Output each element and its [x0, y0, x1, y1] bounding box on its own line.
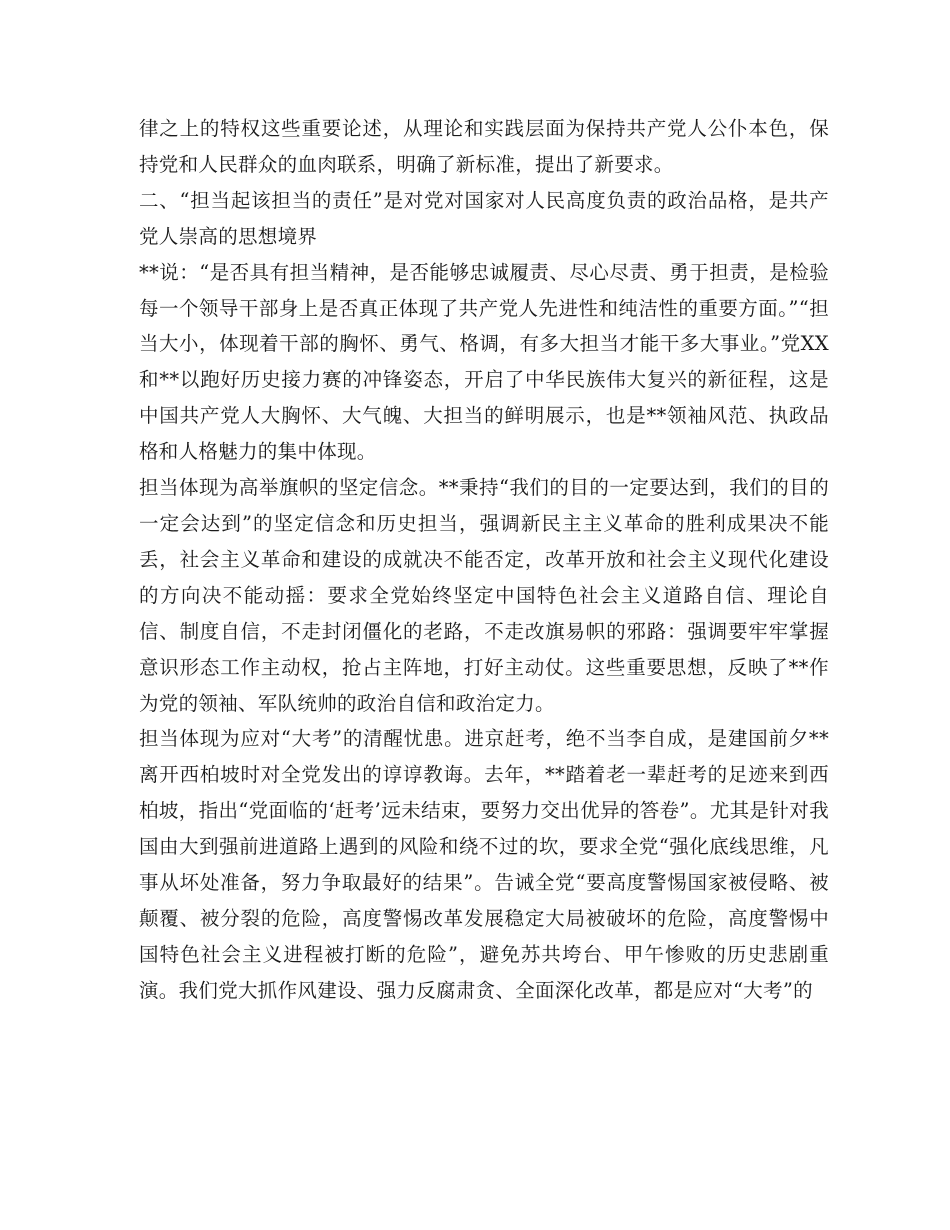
- paragraph-4: 担当体现为应对“大考”的清醒忧患。进京赶考，绝不当李自成，是建国前夕**离开西柏坡时对全党发出的谆谆教诲。去年，**踏着老一辈赶考的足迹来到西柏坡，指出“党面临的‘赶考’远未结束，要努力交出优异的答卷”。尤其是针对我国由大到强前进道路上遇到的风险和绕不过的坎，要求全党“强化底线思维，凡事从坏处准备，努力争取最好的结果”。告诫全党“要高度警惕国家被侵略、被颠覆、被分裂的危险，高度警惕改革发展稳定大局被破坏的危险，高度警惕中国特色社会主义进程被打断的危险”，避免苏共垮台、甲午惨败的历史悲剧重演。我们党大抓作风建设、强力反腐肃贪、全面深化改革，都是应对“大考”的: [139, 727, 829, 1002]
- paragraph-3: 担当体现为高举旗帜的坚定信念。**秉持“我们的目的一定要达到，我们的目的一定会达到”的坚定信念和历史担当，强调新民主主义革命的胜利成果决不能丢，社会主义革命和建设的成就决不能否定，改革开放和社会主义现代化建设的方向决不能动摇：要求全党始终坚定中国特色社会主义道路自信、理论自信、制度自信，不走封闭僵化的老路，不走改旗易帜的邪路：强调要牢牢掌握意识形态工作主动权，抢占主阵地，打好主动仗。这些重要思想，反映了**作为党的领袖、军队统帅的政治自信和政治定力。: [139, 476, 829, 715]
- paragraph-2: **说：“是否具有担当精神，是否能够忠诚履责、尽心尽责、勇于担责，是检验每一个领导干部身上是否真正体现了共产党人先进性和纯洁性的重要方面。”“担当大小，体现着干部的胸怀、勇气、格调，有多大担当才能干多大事业。”党XX和**以跑好历史接力赛的冲锋姿态，开启了中华民族伟大复兴的新征程，这是中国共产党人大胸怀、大气魄、大担当的鲜明展示，也是**领袖风范、执政品格和人格魅力的集中体现。: [139, 260, 829, 464]
- section-heading: 二、“担当起该担当的责任”是对党对国家对人民高度负责的政治品格，是共产党人崇高的思想境界: [139, 188, 829, 248]
- paragraph-1: 律之上的特权这些重要论述，从理论和实践层面为保持共产党人公仆本色，保持党和人民群众的血肉联系，明确了新标准，提出了新要求。: [139, 117, 829, 176]
- document-body: [139, 111, 829, 1009]
